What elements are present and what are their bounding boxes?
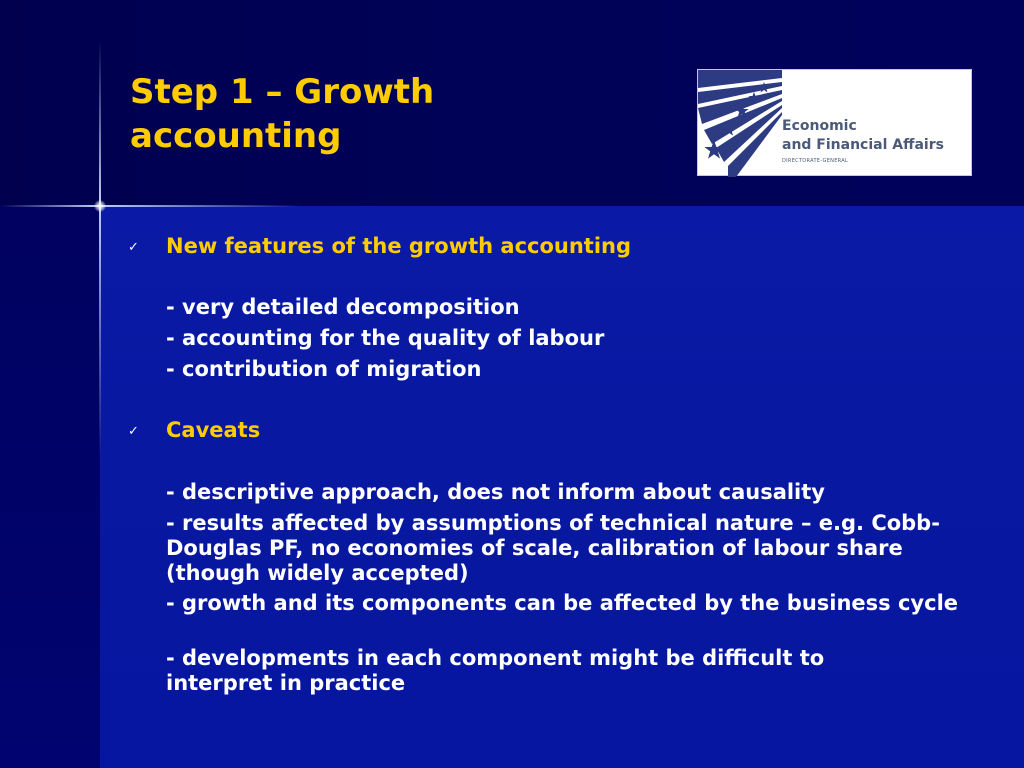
checkmark-icon: ✓ [128,424,139,439]
list-item: - very detailed decomposition [166,295,520,319]
list-item: - accounting for the quality of labour [166,326,605,350]
list-item: - descriptive approach, does not inform about causality [166,480,825,504]
sparkle-star-icon [94,200,106,212]
list-item: - results affected by assumptions of technical nature – e.g. Cobb-Douglas PF, no economies of scale, calibration of labour share (though widely accepted) [166,511,940,585]
list-item: - contribution of migration [166,357,482,381]
list-item: - growth and its components can be affected by the business cycle [166,591,959,615]
eu-flag-stars-icon [698,70,782,177]
sparkle-horizontal-line [0,205,300,207]
section-heading-new-features: New features of the growth accounting [166,234,632,258]
sparkle-vertical-line [99,40,101,460]
ecfin-logo [697,69,972,176]
title-line-1: Step 1 – Growth [130,72,435,112]
section-heading-caveats: Caveats [166,418,261,442]
list-item: - developments in each component might be difficult to interpret in practice [166,646,825,695]
title-line-2: accounting [130,116,342,156]
logo-text-line-1: Economic [782,118,857,134]
logo-subtitle: DIRECTORATE-GENERAL [782,158,849,164]
slide-title [130,70,630,158]
logo-text-line-2: and Financial Affairs [782,137,944,153]
checkmark-icon: ✓ [128,240,139,255]
